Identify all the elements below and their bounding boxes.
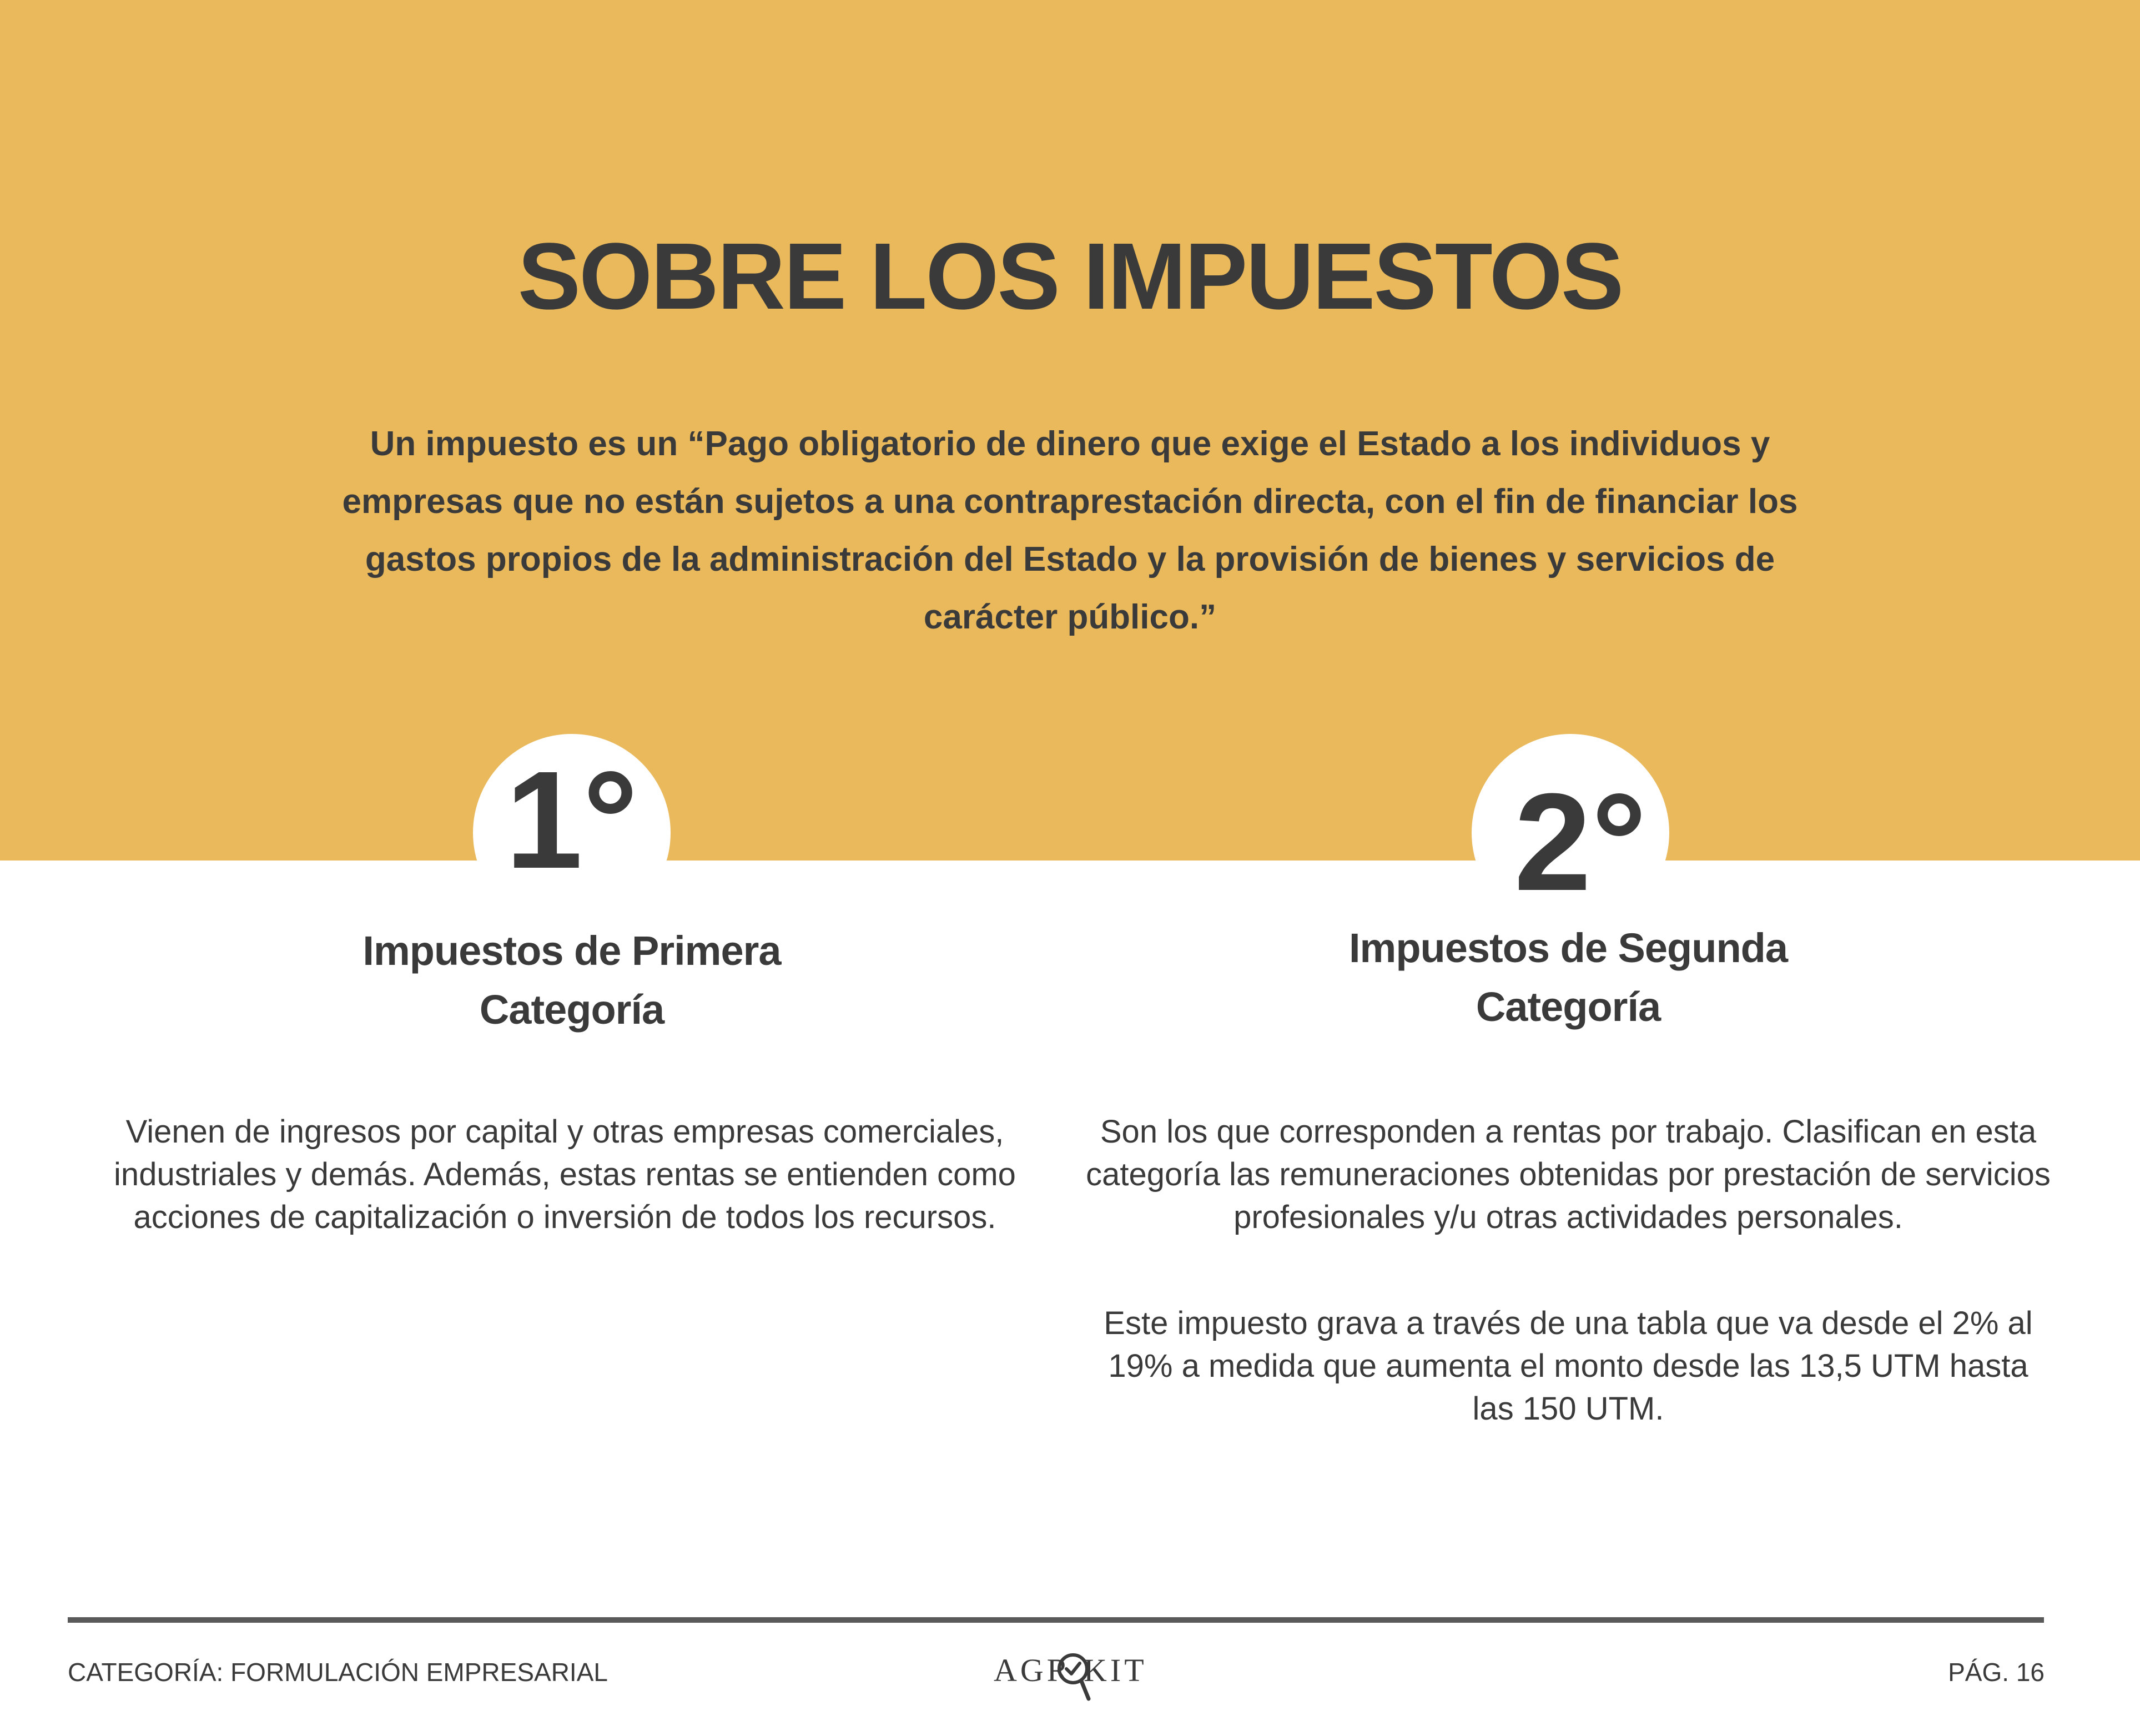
logo-text-left: AGR — [994, 1652, 1072, 1688]
agrokit-logo — [988, 1643, 1155, 1710]
category-2-description: Son los que corresponden a rentas por trabajo. Clasifican en esta categoría las remuneraciones obtenidas por prestación de servicios profesionales y/u otras actividades personales. — [1086, 1114, 2051, 1235]
footer-divider — [68, 1617, 2044, 1623]
page-title: SOBRE LOS IMPUESTOS — [517, 224, 1623, 329]
logo-text-right: KIT — [1084, 1652, 1147, 1688]
category-1-title: Impuestos de Primera Categoría — [362, 928, 781, 1033]
intro-paragraph: Un impuesto es un “Pago obligatorio de dinero que exige el Estado a los individuos y empresas que no están sujetos a una contraprestación directa, con el fin de financiar los gastos propios de la administración del Estado y la provisión de bienes y servicios de carácter público.” — [342, 425, 1798, 636]
category-1-number: 1° — [505, 742, 638, 897]
category-2-number: 2° — [1514, 764, 1647, 919]
category-1-description: Vienen de ingresos por capital y otras empresas comerciales, industriales y demás. Además, estas rentas se entienden como acciones de capitalización o inversión de todos los recursos. — [114, 1114, 1016, 1235]
page-number: PÁG. 16 — [1948, 1658, 2045, 1687]
footer-category: CATEGORÍA: FORMULACIÓN EMPRESARIAL — [68, 1658, 608, 1687]
category-2-tax-rate-note: Este impuesto grava a través de una tabla que va desde el 2% al 19% a medida que aumenta el monto desde las 13,5 UTM hasta las 150 UTM. — [1104, 1305, 2033, 1427]
category-2-title: Impuestos de Segunda Categoría — [1348, 925, 1788, 1030]
